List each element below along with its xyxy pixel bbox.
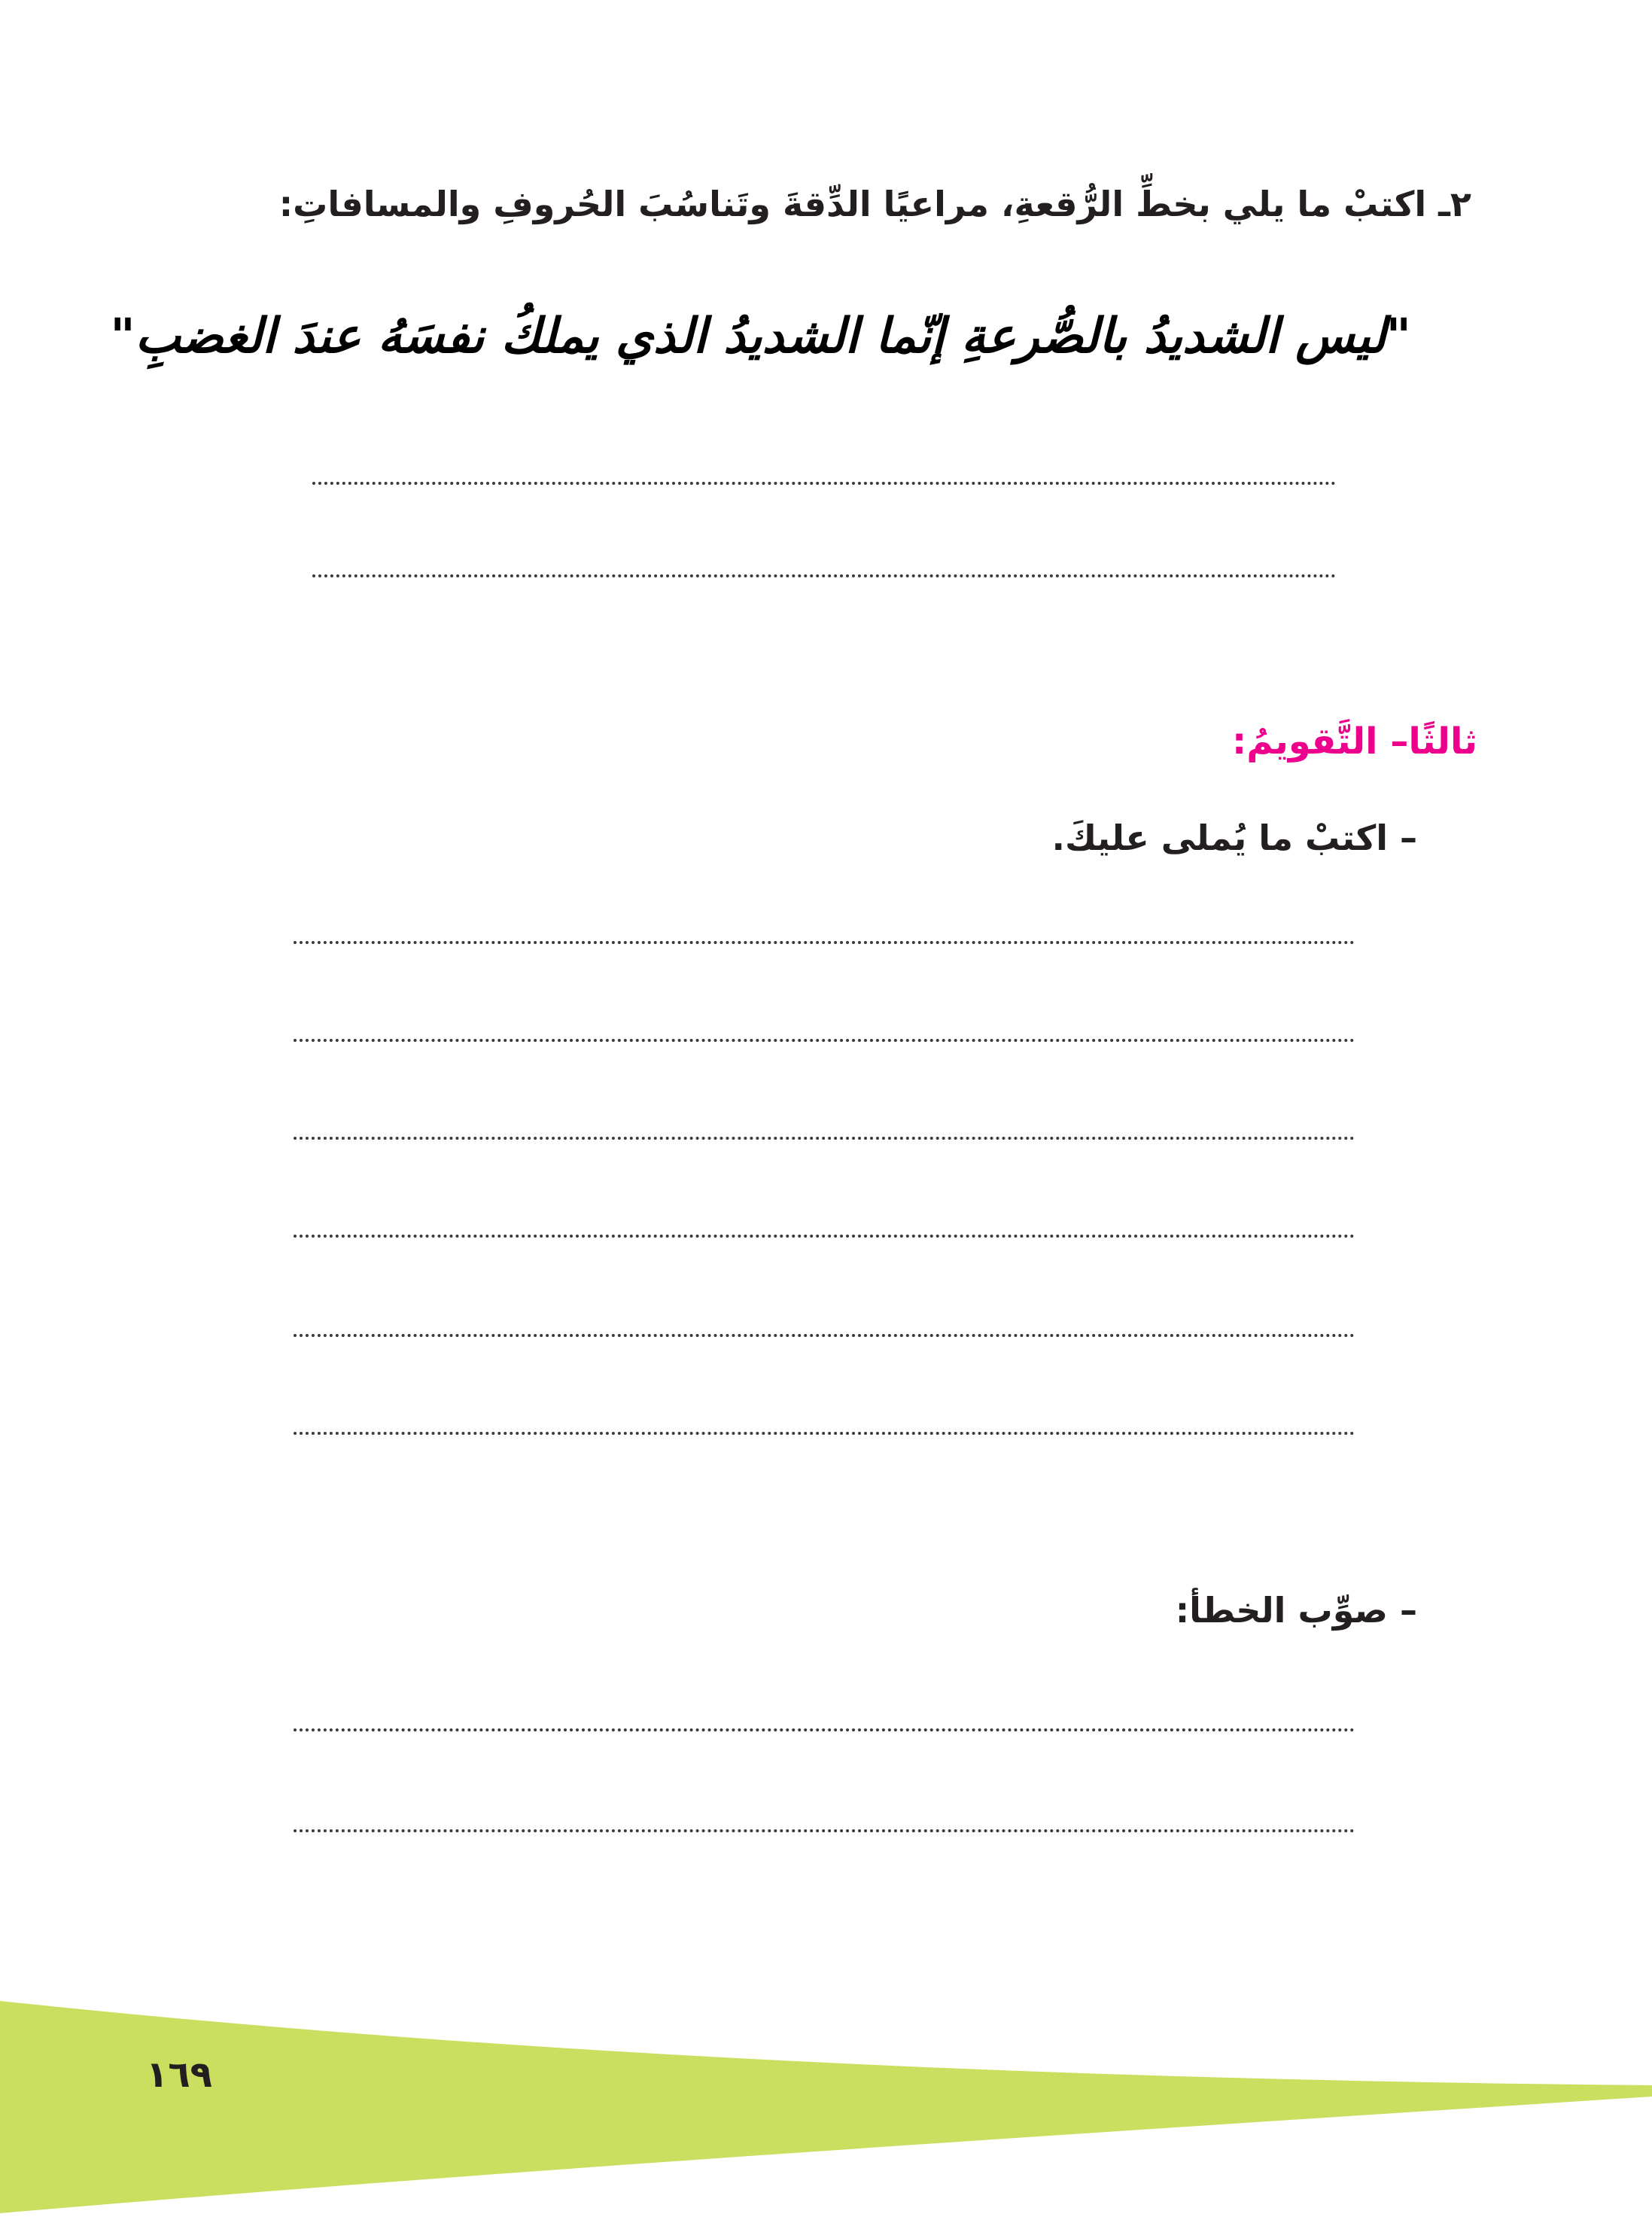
writing-line[interactable]: [294, 1235, 1355, 1238]
correction-instruction: – صوِّب الخطأ:: [1175, 1590, 1417, 1631]
writing-line[interactable]: [312, 574, 1336, 577]
dictation-instruction: – اكتبْ ما يُملى عليكَ.: [1051, 818, 1417, 858]
page-number: ١٦٩: [146, 2054, 212, 2096]
writing-line[interactable]: [294, 1728, 1355, 1731]
writing-line[interactable]: [294, 1137, 1355, 1140]
writing-line[interactable]: [294, 1334, 1355, 1337]
writing-line[interactable]: [294, 1829, 1355, 1832]
writing-line[interactable]: [294, 941, 1355, 944]
writing-line[interactable]: [294, 1039, 1355, 1042]
evaluation-heading: ثالثًا– التَّقويمُ:: [1232, 720, 1477, 763]
footer-band: [0, 1987, 1652, 2217]
exercise-2-instruction: ٢ـ اكتبْ ما يلي بخطِّ الرُّقعةِ، مراعيًا الدِّقةَ وتَناسُبَ الحُروفِ والمسافاتِ:: [278, 184, 1471, 224]
writing-line[interactable]: [312, 482, 1336, 485]
writing-line[interactable]: [294, 1432, 1355, 1435]
ruqaa-quote: "ليس الشديدُ بالصُّرعةِ إنّما الشديدُ الذي يملكُ نفسَهُ عندَ الغضبِ": [110, 308, 1411, 364]
